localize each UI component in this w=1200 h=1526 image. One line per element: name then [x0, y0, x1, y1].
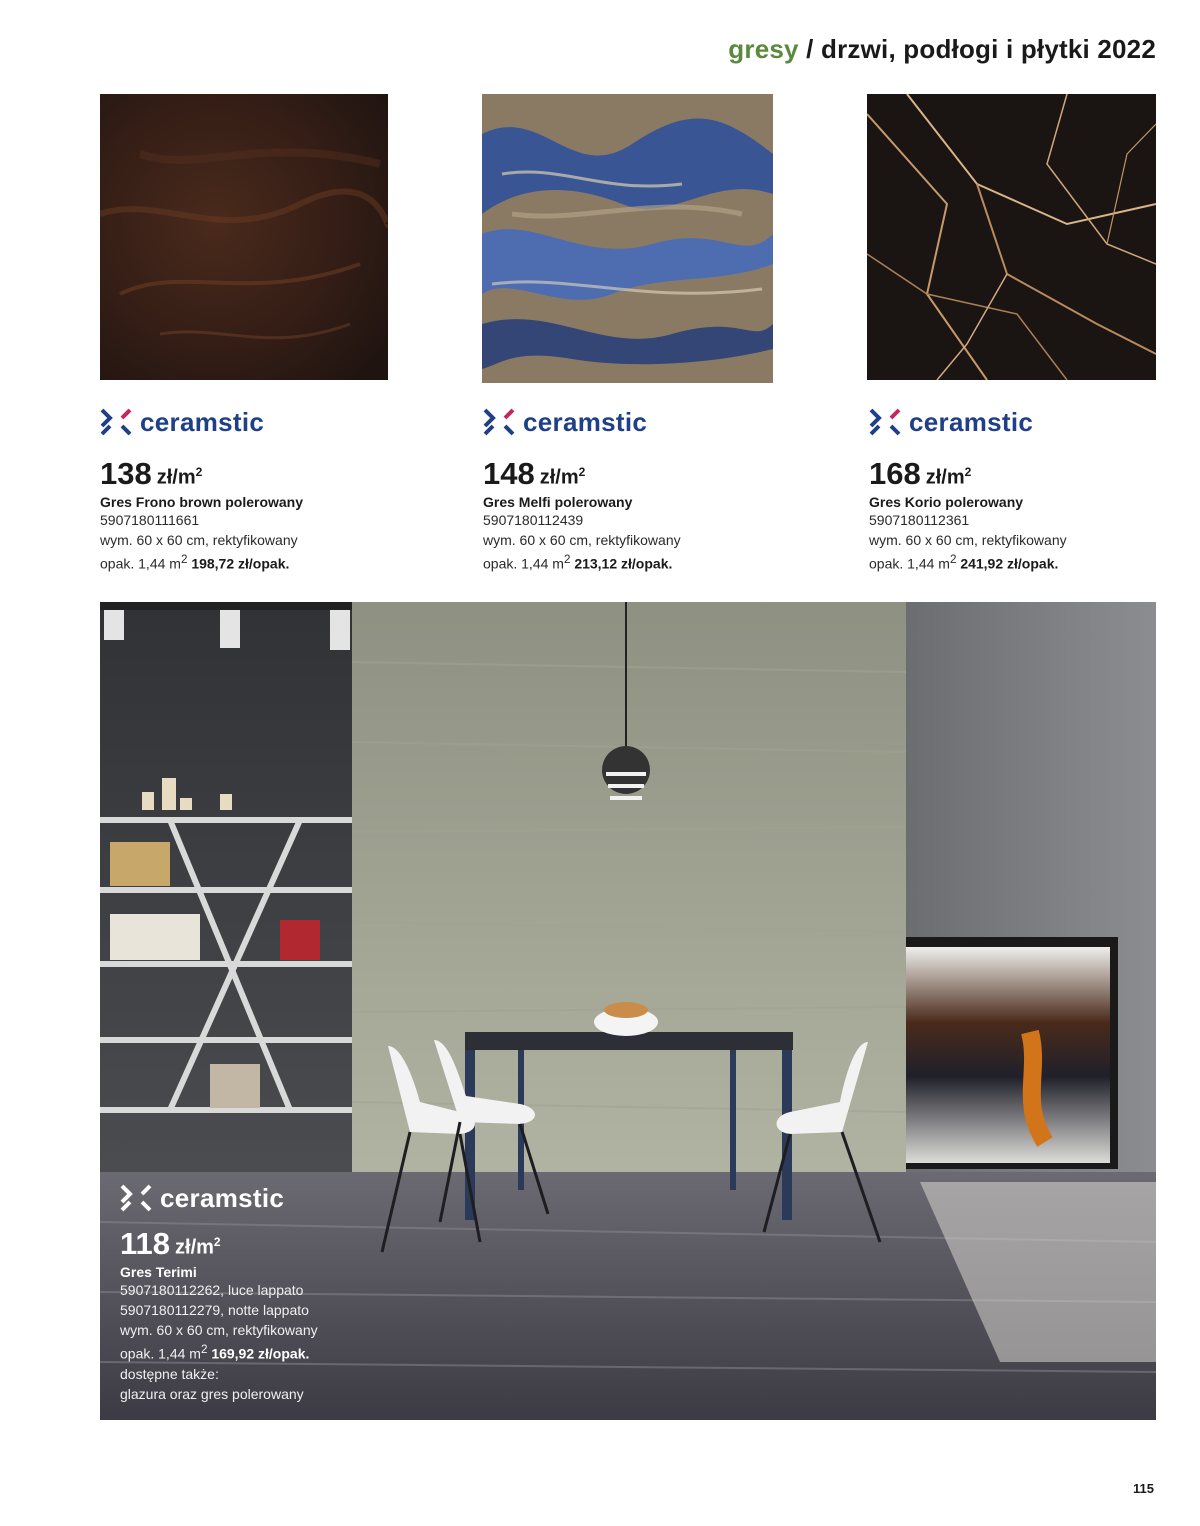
tile-image-melfi [482, 94, 773, 383]
brand-name: ceramstic [160, 1182, 285, 1213]
tile-image-korio [867, 94, 1156, 380]
brand-logo [120, 1180, 440, 1216]
price-unit: $zł/m^2$ [925, 465, 972, 489]
page-number: 115 [1133, 1481, 1154, 1496]
price [483, 456, 783, 492]
tile-image-frono-brown [100, 94, 388, 380]
product-package: opak. 1,44 $m^2$ 213,12 zł/opak. [483, 553, 673, 572]
availability-variants: glazura oraz gres polerowany [120, 1385, 304, 1402]
category-label: gresy [728, 34, 799, 64]
product-ean: 5907180111661 [100, 512, 200, 528]
ceramstic-logo-icon [120, 1182, 152, 1214]
brand-logo [483, 404, 783, 440]
ceramstic-logo-icon [100, 406, 132, 438]
price-unit: $zł/m^2$ [156, 465, 203, 489]
brand-name: ceramstic [523, 406, 648, 437]
product-name: Gres Korio polerowany [869, 494, 1024, 510]
ceramstic-logo-icon [483, 406, 515, 438]
product-package: opak. 1,44 $m^2$ 169,92 zł/opak. [120, 1343, 310, 1362]
product-ean-luce: 5907180112262, luce lappato [120, 1282, 304, 1298]
price-unit: $zł/m^2$ [539, 465, 586, 489]
catalog-title: drzwi, podłogi i płytki 2022 [821, 34, 1156, 64]
page-header [728, 34, 1156, 65]
product-dimensions: wym. 60 x 60 cm, rektyfikowany [120, 1322, 318, 1338]
availability-label: dostępne także: [120, 1365, 219, 1382]
product-package: opak. 1,44 $m^2$ 241,92 zł/opak. [869, 553, 1059, 572]
product-dimensions: wym. 60 x 60 cm, rektyfikowany [869, 532, 1067, 548]
product-name: Gres Terimi [120, 1264, 197, 1280]
brand-name: ceramstic [140, 406, 265, 437]
brand-name: ceramstic [909, 406, 1034, 437]
product-card-frono [100, 404, 400, 574]
price-value: 148 [483, 456, 535, 491]
price-value: 168 [869, 456, 921, 491]
price [100, 456, 400, 492]
brand-logo [100, 404, 400, 440]
product-name: Gres Frono brown polerowany [100, 494, 304, 510]
price [120, 1226, 440, 1262]
featured-product-card [120, 1180, 440, 1404]
product-dimensions: wym. 60 x 60 cm, rektyfikowany [100, 532, 298, 548]
price [869, 456, 1169, 492]
product-ean: 5907180112361 [869, 512, 970, 528]
product-ean-notte: 5907180112279, notte lappato [120, 1302, 309, 1318]
ceramstic-logo-icon [869, 406, 901, 438]
price-value: 138 [100, 456, 152, 491]
price-unit: $zł/m^2$ [175, 1235, 221, 1259]
product-package: opak. 1,44 $m^2$ 198,72 zł/opak. [100, 553, 290, 572]
header-separator: / [806, 34, 814, 64]
brand-logo [869, 404, 1169, 440]
product-dimensions: wym. 60 x 60 cm, rektyfikowany [483, 532, 681, 548]
product-card-melfi [483, 404, 783, 574]
interior-photo [100, 602, 1156, 1420]
product-ean: 5907180112439 [483, 512, 584, 528]
price-value: 118 [120, 1226, 171, 1261]
product-name: Gres Melfi polerowany [483, 494, 633, 510]
product-card-korio [869, 404, 1169, 574]
